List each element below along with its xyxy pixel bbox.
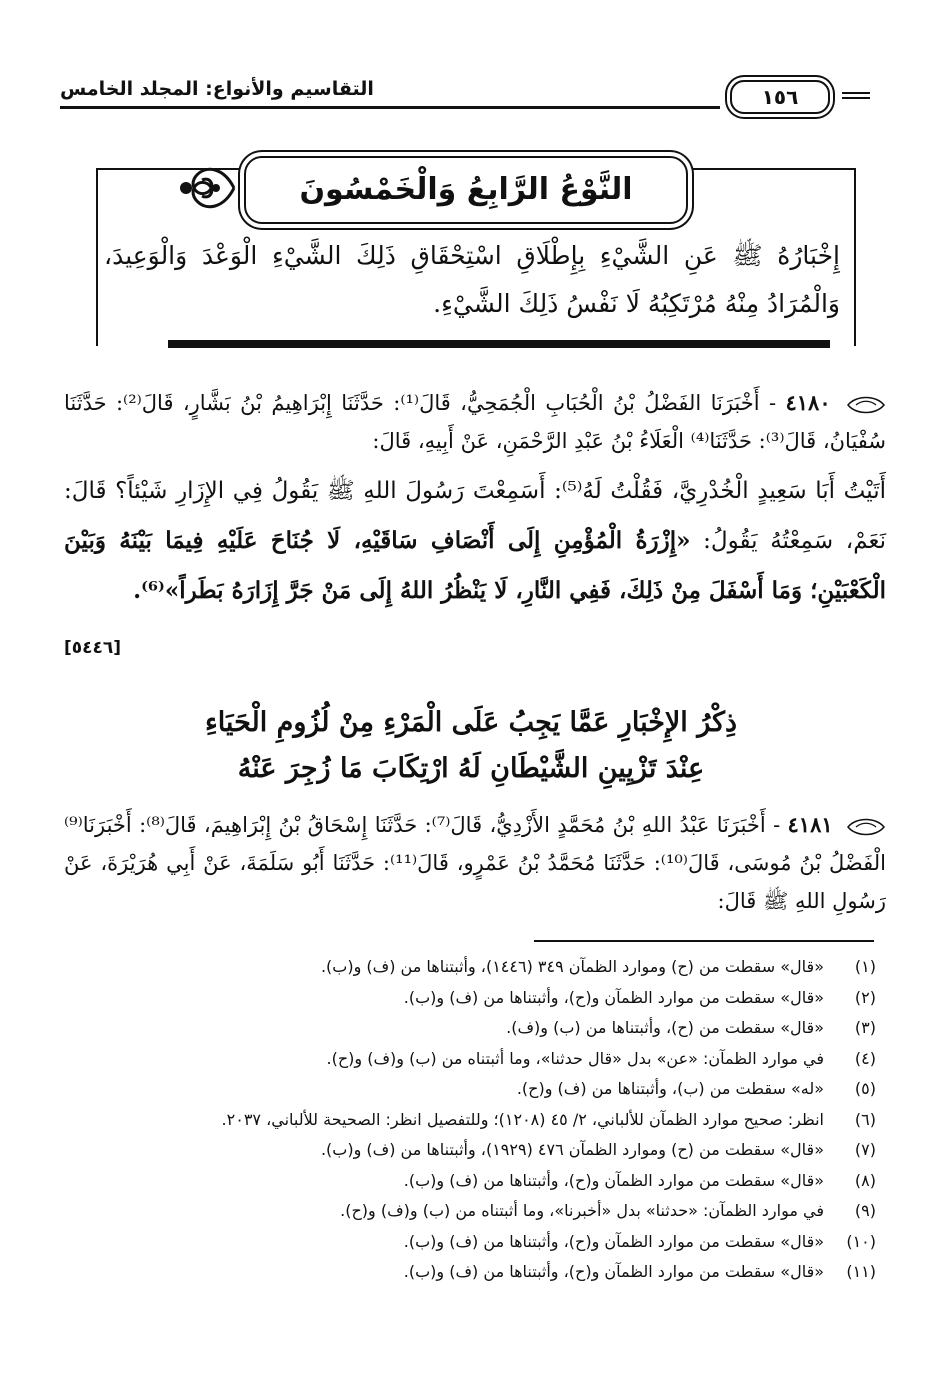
hadith-matn-quote: «إِزْرَةُ الْمُؤْمِنِ إِلَى أَنْصَافِ سَاقَيْهِ، لَا جُنَاحَ عَلَيْهِ فِيمَا بَيْنَهُ وَبَيْنَ الْكَعْبَيْنِ؛ وَمَا أَسْفَلَ مِنْ ذَلِكَ، فَفِي النَّارِ، لَا يَنْظُرُ اللهُ إِلَى مَنْ جَرَّ إِزَارَهُ بَطَراً»⁽⁶⁾. bbox=[64, 527, 886, 604]
footnote-text: «قال» سقطت من (ح) وموارد الظمآن ٣٤٩ (١٤٤٦)، وأثبتناها من (ف) و(ب). bbox=[320, 957, 824, 976]
footnote-text: في موارد الظمآن: «حدثنا» بدل «أخبرنا»، وما أثبتناه من (ب) و(ف) و(ح). bbox=[340, 1201, 824, 1220]
chapter-title: النَّوْعُ الرَّابِعُ وَالْخَمْسُونَ bbox=[244, 156, 688, 224]
footnote-item bbox=[64, 1257, 876, 1288]
footnote-number: (٦) bbox=[854, 1109, 876, 1129]
running-header bbox=[60, 76, 870, 120]
footnote-item bbox=[64, 1105, 876, 1136]
footnote-separator bbox=[534, 940, 874, 942]
hadith-matn bbox=[64, 466, 886, 616]
footnote-text: «قال» سقطت من موارد الظمآن و(ح)، وأثبتناها من (ف) و(ب). bbox=[403, 1262, 824, 1281]
header-rule bbox=[60, 106, 720, 109]
footnote-text: «له» سقطت من (ب)، وأثبتناها من (ف) و(ح). bbox=[516, 1079, 824, 1098]
footnote-number: (٢) bbox=[854, 987, 876, 1007]
footnotes bbox=[64, 952, 876, 1288]
hadith-isnad bbox=[64, 806, 886, 920]
floral-ornament-icon bbox=[176, 158, 238, 218]
hadith-isnad bbox=[64, 384, 886, 460]
footnote-number: (٧) bbox=[854, 1140, 876, 1159]
hadith-4180 bbox=[64, 384, 886, 616]
footnote-text: انظر: صحيح موارد الظمآن للألباني، ٢/ ٤٥ (١٢٠٨)؛ وللتفصيل انظر: الصحيحة للألباني، ٢٠٣٧. bbox=[221, 1109, 824, 1129]
hadith-reference: [٥٤٤٦] bbox=[64, 638, 122, 658]
footnote-number: (٣) bbox=[854, 1018, 876, 1037]
footnote-item bbox=[64, 1044, 876, 1075]
footnote-number: (٤) bbox=[854, 1048, 876, 1068]
section-heading bbox=[80, 700, 862, 792]
footnote-item bbox=[64, 1074, 876, 1105]
header-ornament-lines bbox=[842, 92, 870, 102]
section-heading-line-2: عِنْدَ تَزْيِينِ الشَّيْطَانِ لَهُ ارْتِكَابَ مَا زُجِرَ عَنْهُ bbox=[237, 753, 705, 784]
hadith-4181 bbox=[64, 806, 886, 920]
footnote-text: في موارد الظمآن: «عن» بدل «قال حدثنا»، وما أثبتناه من (ب) و(ف) و(ح). bbox=[326, 1048, 824, 1068]
footnote-text: «قال» سقطت من موارد الظمآن و(ح)، وأثبتناها من (ف) و(ب). bbox=[403, 1231, 824, 1251]
footnote-item bbox=[64, 1166, 876, 1197]
footnote-number: (١١) bbox=[846, 1262, 876, 1281]
footnote-number: (١٠) bbox=[846, 1231, 876, 1251]
running-title: التقاسيم والأنواع: المجلد الخامس bbox=[60, 78, 374, 100]
akhbarana-seal-icon bbox=[846, 816, 886, 838]
footnote-item bbox=[64, 1013, 876, 1044]
section-heading-line-1: ذِكْرُ الإِخْبَارِ عَمَّا يَجِبُ عَلَى الْمَرْءِ مِنْ لُزُومِ الْحَيَاءِ bbox=[205, 707, 737, 738]
chapter-divider bbox=[168, 340, 830, 348]
footnote-number: (٩) bbox=[854, 1201, 876, 1220]
footnote-text: «قال» سقطت من موارد الظمآن و(ح)، وأثبتناها من (ف) و(ب). bbox=[403, 1170, 824, 1190]
footnote-number: (١) bbox=[854, 957, 876, 976]
hadith-matn-intro: أَتَيْتُ أَبَا سَعِيدٍ الْخُدْرِيَّ، فَقُلْتُ لَهُ⁽⁵⁾: أَسَمِعْتَ رَسُولَ اللهِ ﷺ يَقُولُ فِي الإِزَارِ شَيْئاً؟ قَالَ: نَعَمْ، سَمِعْتُهُ يَقُولُ: bbox=[64, 478, 887, 554]
footnote-item bbox=[64, 952, 876, 983]
footnote-text: «قال» سقطت من (ح) وموارد الظمآن ٤٧٦ (١٩٢٩)، وأثبتناها من (ف) و(ب). bbox=[320, 1140, 824, 1159]
footnote-item bbox=[64, 1196, 876, 1227]
footnote-number: (٨) bbox=[854, 1170, 876, 1190]
footnote-number: (٥) bbox=[854, 1079, 876, 1098]
hadith-isnad-text: - أَخْبَرَنَا عَبْدُ اللهِ بْنُ مُحَمَّدٍ الأَزْدِيُّ، قَالَ⁽⁷⁾: حَدَّثَنَا إِسْحَاقُ بْنُ إِبْرَاهِيمَ، قَالَ⁽⁸⁾: أَخْبَرَنَا⁽⁹⁾ الْفَضْلُ بْنُ مُوسَى، قَالَ⁽¹⁰⁾: حَدَّثَنَا مُحَمَّدُ بْنُ عَمْرٍو، قَالَ⁽¹¹⁾: حَدَّثَنَا أَبُو سَلَمَةَ، عَنْ أَبِي هُرَيْرَةَ، عَنْ رَسُولِ اللهِ ﷺ قَالَ: bbox=[64, 813, 886, 913]
hadith-number: ٤١٨١ bbox=[787, 812, 833, 837]
footnote-text: «قال» سقطت من موارد الظمآن و(ح)، وأثبتناها من (ف) و(ب). bbox=[403, 987, 824, 1007]
footnote-item bbox=[64, 1135, 876, 1166]
chapter-description: إِخْبَارُهُ ﷺ عَنِ الشَّيْءِ بِإِطْلَاقِ اسْتِحْقَاقِ ذَلِكَ الشَّيْءِ الْوَعْدَ وَالْوَعِيدَ، وَالْمُرَادُ مِنْهُ مُرْتَكِبُهُ لَا نَفْسُ ذَلِكَ الشَّيْءِ. bbox=[104, 241, 840, 318]
footnote-item bbox=[64, 1227, 876, 1258]
hadith-isnad-text: - أَخْبَرَنَا الفَضْلُ بْنُ الْحُبَابِ الْجُمَحِيُّ، قَالَ⁽¹⁾: حَدَّثَنَا إِبْرَاهِيمُ بْنُ بَشَّارٍ، قَالَ⁽²⁾: حَدَّثَنَا سُفْيَانُ، قَالَ⁽³⁾: حَدَّثَنَا⁽⁴⁾ الْعَلَاءُ بْنُ عَبْدِ الرَّحْمَنِ، عَنْ أَبِيهِ، قَالَ: bbox=[64, 391, 886, 453]
page-number: ١٥٦ bbox=[730, 80, 830, 114]
footnote-text: «قال» سقطت من (ح)، وأثبتناها من (ب) و(ف). bbox=[506, 1018, 824, 1037]
footnote-item bbox=[64, 983, 876, 1014]
hadith-number: ٤١٨٠ bbox=[785, 390, 831, 415]
akhbarana-seal-icon bbox=[846, 394, 886, 416]
